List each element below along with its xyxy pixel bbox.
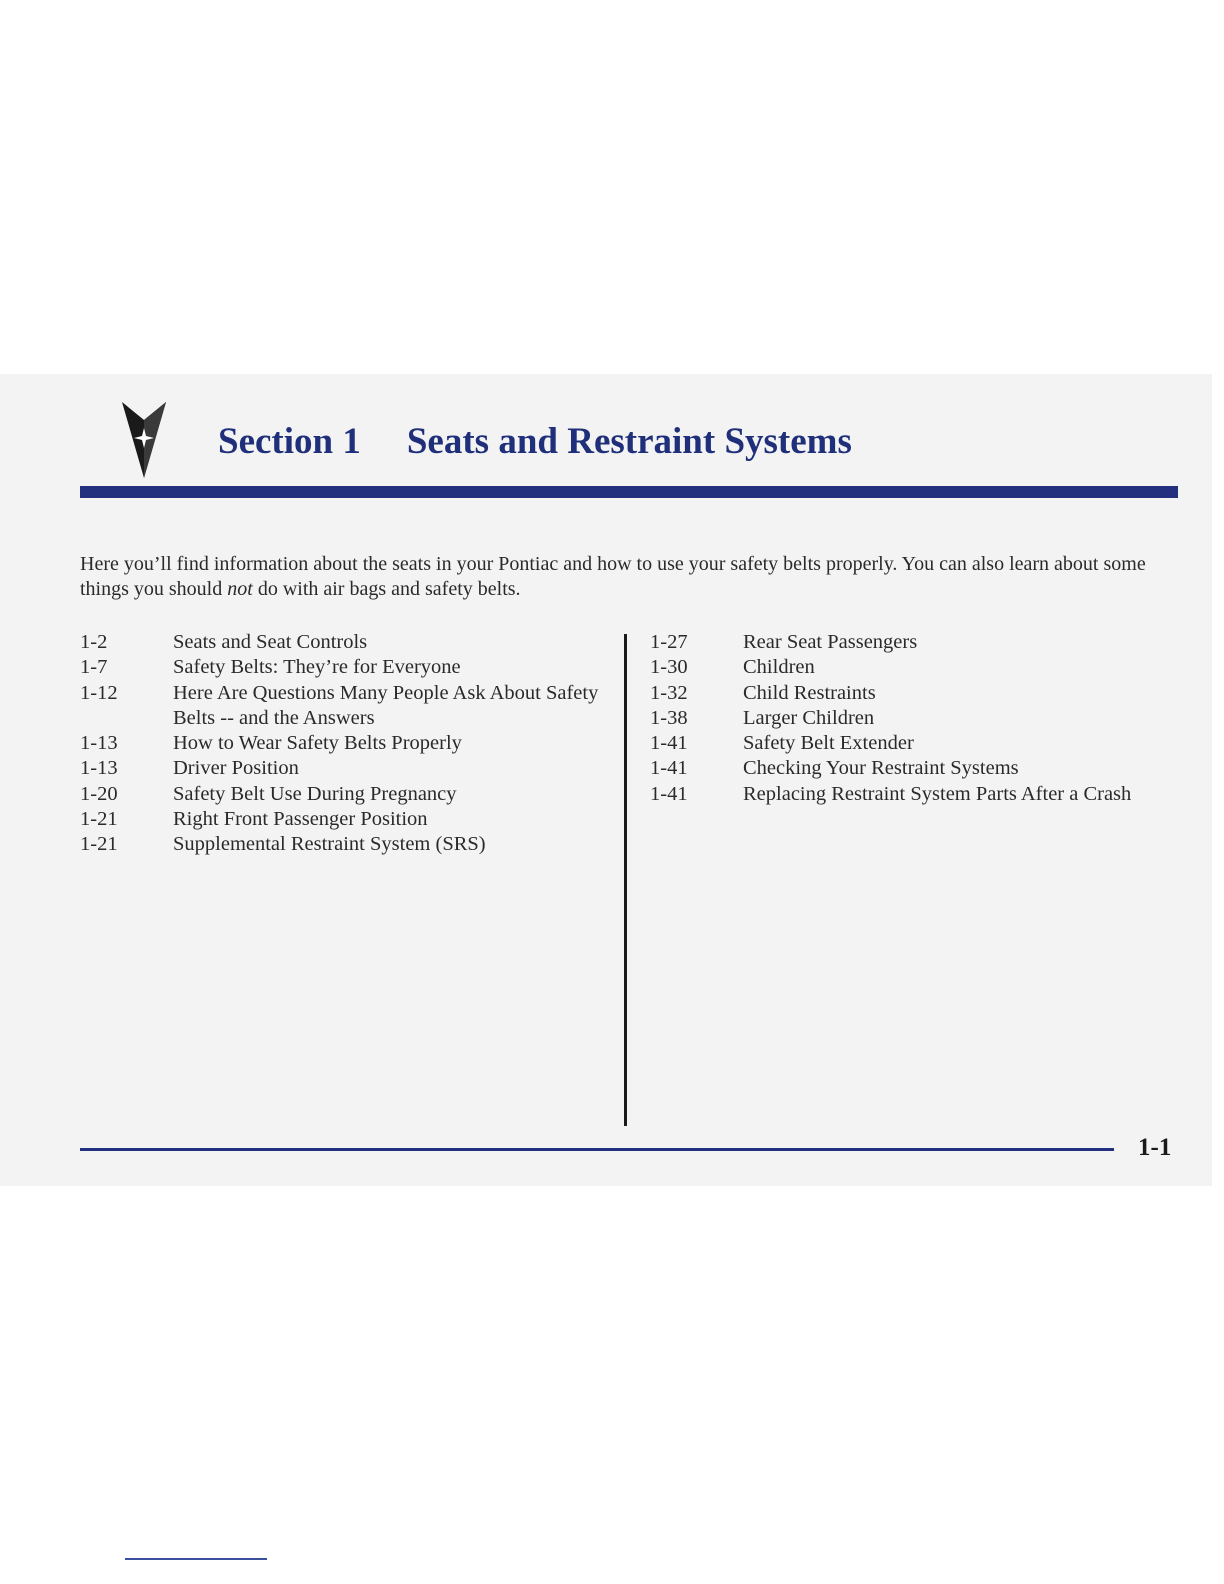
toc-entry-title: Larger Children [743, 706, 875, 729]
toc-entry [650, 630, 1170, 655]
toc-page-number: 1-30 [650, 656, 688, 679]
toc-page-number: 1-41 [650, 757, 688, 780]
intro-text-start: Here you’ll find information about the seats in your Pontiac and how to use your safety belts properly. You can also learn about some things you should [80, 553, 1146, 600]
toc-entry [80, 681, 600, 732]
toc-entry-title: Child Restraints [743, 681, 876, 704]
intro-text-end: do with air bags and safety belts. [252, 578, 521, 600]
toc-entry [650, 731, 1170, 756]
toc-entry [650, 782, 1170, 807]
column-divider [624, 634, 627, 1126]
toc-page-number: 1-13 [80, 732, 118, 755]
section-label: Section 1 [218, 421, 361, 462]
toc-entry [650, 655, 1170, 680]
toc-right-column [650, 630, 1170, 807]
toc-entry-title: Supplemental Restraint System (SRS) [173, 833, 486, 856]
toc-entry [80, 655, 600, 680]
toc-entry [650, 706, 1170, 731]
section-heading [218, 420, 852, 464]
toc-entry-title: How to Wear Safety Belts Properly [173, 732, 462, 755]
toc-page-number: 1-2 [80, 631, 108, 653]
toc-left-column [80, 630, 600, 858]
toc-page-number: 1-38 [650, 706, 688, 729]
intro-emphasis: not [227, 578, 253, 600]
toc-entry-title: Right Front Passenger Position [173, 808, 428, 831]
toc-page-number: 1-12 [80, 681, 118, 704]
toc-page-number: 1-21 [80, 808, 118, 831]
toc-entry-title: Replacing Restraint System Parts After a Crash [743, 782, 1132, 805]
section-title: Seats and Restraint Systems [406, 421, 852, 462]
scan-artifact-line [125, 1558, 267, 1560]
toc-page-number: 1-41 [650, 782, 688, 805]
header-divider [80, 486, 1178, 498]
toc-page-number: 1-32 [650, 681, 688, 704]
toc-page-number: 1-7 [80, 656, 108, 679]
toc-entry-title: Safety Belt Use During Pregnancy [173, 782, 457, 805]
toc-entry-title: Safety Belts: They’re for Everyone [173, 656, 461, 679]
toc-entry-title: Driver Position [173, 757, 299, 780]
toc-page-number: 1-20 [80, 782, 118, 805]
toc-entry [650, 681, 1170, 706]
toc-page-number: 1-27 [650, 631, 688, 653]
toc-entry-title: Checking Your Restraint Systems [743, 757, 1019, 780]
page-number: 1-1 [1138, 1134, 1172, 1161]
toc-page-number: 1-13 [80, 757, 118, 780]
toc-entry [80, 756, 600, 781]
toc-entry [80, 832, 600, 857]
footer-divider [80, 1148, 1114, 1151]
intro-paragraph [80, 552, 1170, 602]
toc-entry [80, 782, 600, 807]
toc-entry-title: Safety Belt Extender [743, 732, 914, 755]
toc-entry [80, 630, 600, 655]
toc-entry-title: Rear Seat Passengers [743, 631, 918, 653]
toc-entry [80, 807, 600, 832]
toc-entry-title: Children [743, 656, 815, 679]
pontiac-arrowhead-icon [120, 398, 168, 480]
toc-entry-title: Here Are Questions Many People Ask About Safety Belts -- and the Answers [173, 681, 599, 729]
toc-page-number: 1-21 [80, 833, 118, 856]
toc-entry [80, 731, 600, 756]
toc-entry-title: Seats and Seat Controls [173, 631, 368, 653]
toc-page-number: 1-41 [650, 732, 688, 755]
toc-entry [650, 756, 1170, 781]
